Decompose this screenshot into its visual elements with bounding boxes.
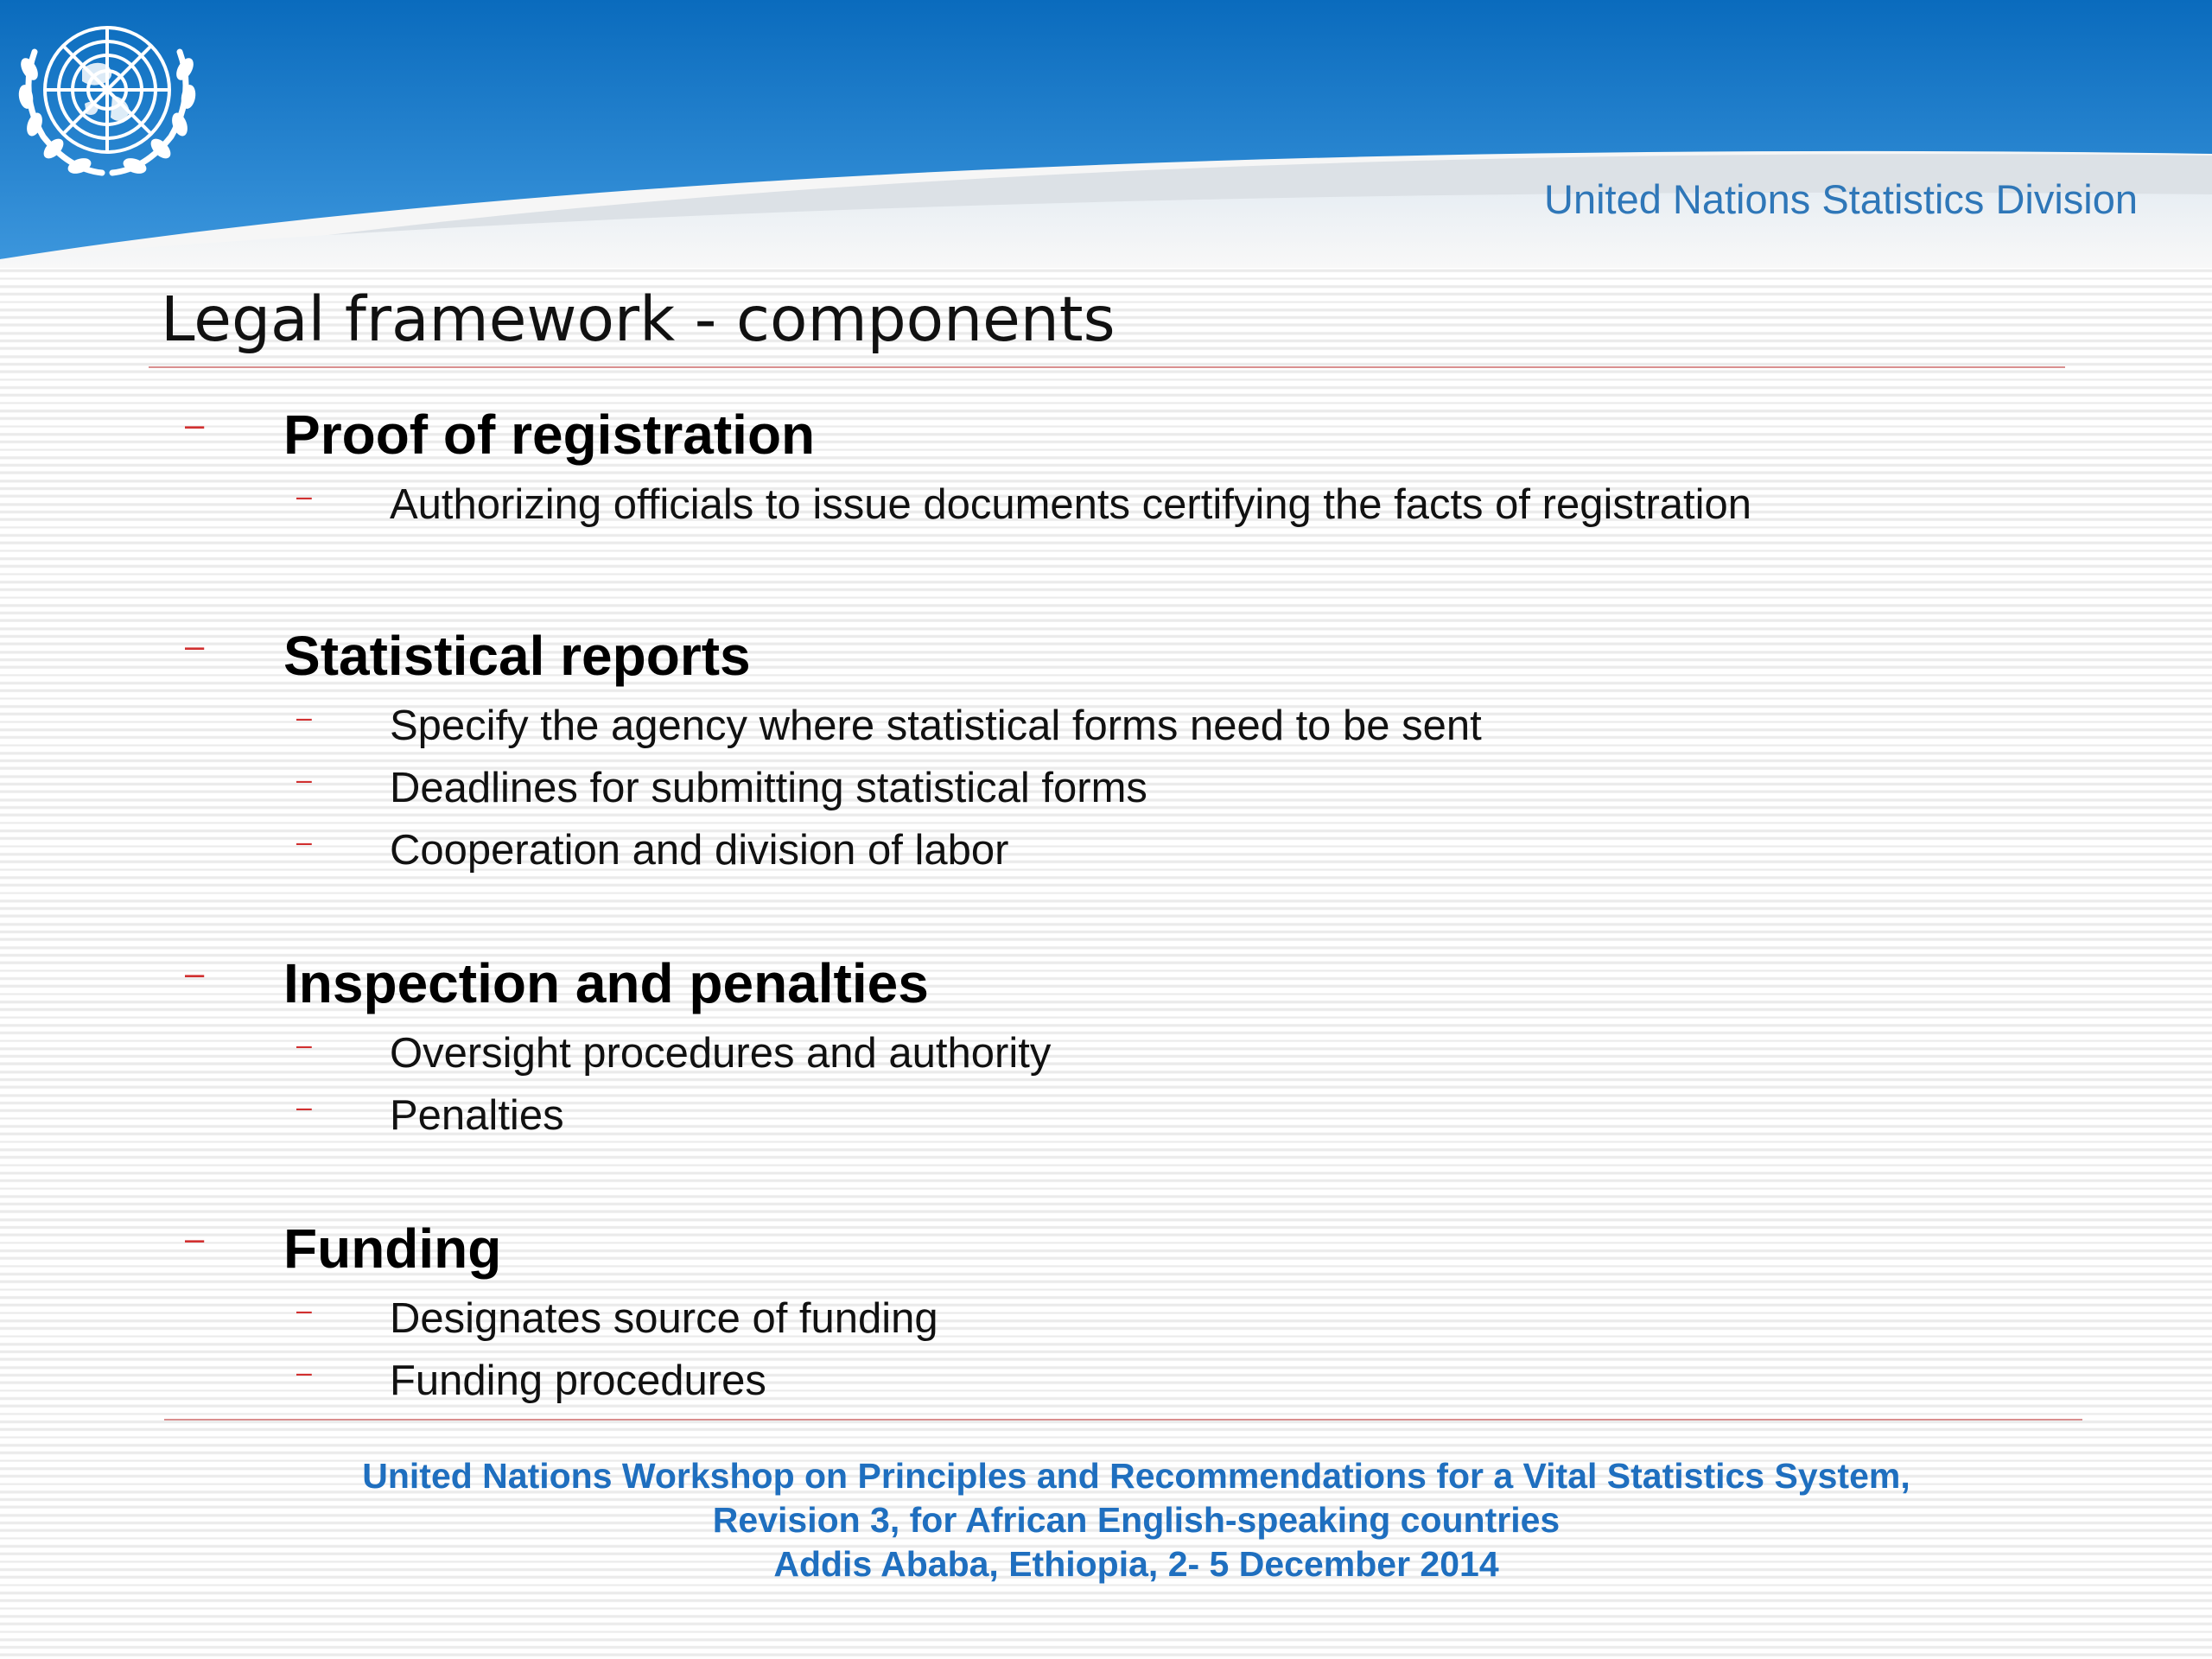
list-item: [0, 1029, 2212, 1081]
list-item: [0, 1294, 2212, 1346]
section-heading-row: [0, 951, 2212, 1020]
sub-bullet-dash-icon: –: [296, 826, 312, 857]
bullet-dash-icon: –: [185, 955, 205, 993]
list-item: [0, 702, 2212, 753]
bullet-dash-icon: –: [185, 1220, 205, 1258]
sub-bullet-dash-icon: –: [296, 1357, 312, 1388]
sub-bullet-dash-icon: –: [296, 1029, 312, 1060]
list-item-text: Penalties: [390, 1092, 564, 1139]
section-heading-row: [0, 403, 2212, 472]
footer: [0, 1454, 2212, 1586]
sub-bullet-dash-icon: –: [296, 764, 312, 795]
list-item-text: Cooperation and division of labor: [390, 827, 1009, 874]
section-heading: Inspection and penalties: [283, 952, 929, 1014]
section-heading: Funding: [283, 1217, 502, 1280]
footer-line-1: United Nations Workshop on Principles and Recommendations for a Vital Statistics System,: [362, 1456, 1910, 1496]
bullet-dash-icon: –: [185, 627, 205, 665]
list-item: [0, 1357, 2212, 1408]
sub-bullet-dash-icon: –: [296, 1091, 312, 1122]
list-item-text: Oversight procedures and authority: [390, 1030, 1052, 1077]
bullet-dash-icon: –: [185, 406, 205, 444]
footer-divider: [164, 1419, 2082, 1421]
sub-bullet-dash-icon: –: [296, 702, 312, 733]
slide-title: Legal framework - components: [161, 283, 1116, 355]
list-item: [0, 480, 2212, 532]
list-item: [0, 826, 2212, 878]
section-heading: Proof of registration: [283, 404, 816, 466]
section-heading: Statistical reports: [283, 625, 751, 687]
list-item-text: Funding procedures: [390, 1357, 766, 1404]
list-item-text: Authorizing officials to issue documents certifying the facts of registration: [390, 481, 1752, 528]
list-item: [0, 764, 2212, 816]
list-item-text: Deadlines for submitting statistical forms: [390, 765, 1147, 811]
sub-bullet-dash-icon: –: [296, 480, 312, 512]
list-item-text: Designates source of funding: [390, 1295, 938, 1342]
list-item: [0, 1091, 2212, 1143]
list-item-text: Specify the agency where statistical forms need to be sent: [390, 702, 1482, 749]
section-heading-row: [0, 1217, 2212, 1286]
footer-line-2: Revision 3, for African English-speaking countries: [712, 1500, 1560, 1540]
sub-bullet-dash-icon: –: [296, 1294, 312, 1325]
footer-line-3: Addis Ababa, Ethiopia, 2- 5 December 2014: [773, 1544, 1499, 1584]
section-heading-row: [0, 624, 2212, 693]
division-name: United Nations Statistics Division: [1544, 176, 2138, 222]
